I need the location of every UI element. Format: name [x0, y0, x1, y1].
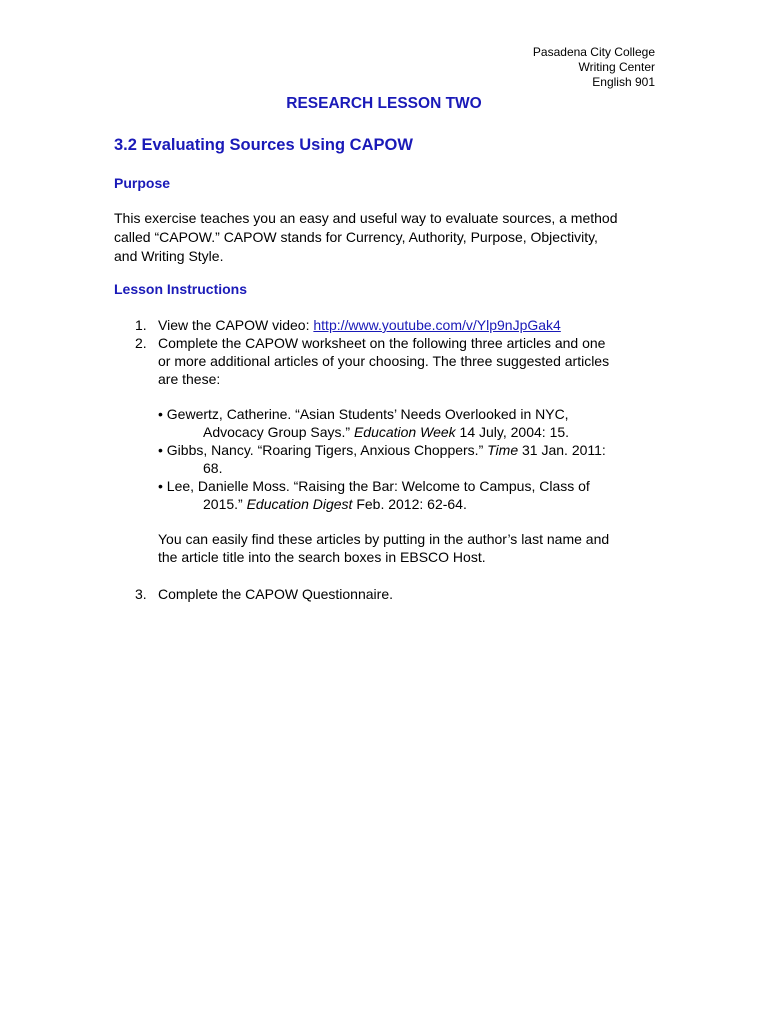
- citation-gibbs: [158, 441, 658, 477]
- purpose-paragraph: [114, 209, 659, 266]
- list-number: 3.: [135, 586, 147, 602]
- lesson-title: RESEARCH LESSON TWO: [286, 95, 482, 112]
- citation-line: [158, 441, 658, 459]
- note-line: the article title into the search boxes in EBSCO Host.: [158, 549, 486, 565]
- citation-text: • Gibbs, Nancy. “Roaring Tigers, Anxious Choppers.”: [158, 442, 488, 458]
- citation-line: [158, 423, 658, 441]
- worksheet-line: Complete the CAPOW worksheet on the following three articles and one: [158, 335, 606, 351]
- purpose-heading: Purpose: [114, 175, 171, 191]
- list-item-video: [158, 316, 658, 334]
- citation-text: Feb. 2012: 62-64.: [352, 496, 467, 512]
- purpose-line: called “CAPOW.” CAPOW stands for Currency, Authority, Purpose, Objectivity,: [114, 229, 598, 245]
- header-college: Pasadena City College: [532, 45, 655, 59]
- video-label: View the CAPOW video:: [158, 317, 314, 333]
- citation-lee: [158, 477, 658, 513]
- citation-source: Education Week: [353, 424, 456, 440]
- citation-text: 31 Jan. 2011:: [518, 442, 606, 458]
- citation-source: Education Digest: [246, 496, 353, 512]
- citation-gewertz: [158, 405, 658, 441]
- worksheet-line: are these:: [158, 371, 221, 387]
- institution-header: [533, 45, 655, 90]
- citation-line: • Gewertz, Catherine. “Asian Students’ Needs Overlooked in NYC,: [158, 406, 569, 422]
- citation-text: Advocacy Group Says.”: [203, 424, 354, 440]
- citation-line: [158, 495, 658, 513]
- note-line: You can easily find these articles by putting in the author’s last name and: [158, 531, 610, 547]
- header-course: English 901: [592, 75, 655, 89]
- section-heading: 3.2 Evaluating Sources Using CAPOW: [114, 136, 413, 154]
- list-item-questionnaire: Complete the CAPOW Questionnaire.: [158, 586, 393, 602]
- ebsco-note: [158, 530, 658, 566]
- citation-line: • Lee, Danielle Moss. “Raising the Bar: Welcome to Campus, Class of: [158, 478, 590, 494]
- list-number: 1.: [135, 317, 147, 333]
- list-number: 2.: [135, 335, 147, 351]
- citation-text: 14 July, 2004: 15.: [455, 424, 570, 440]
- video-link[interactable]: http://www.youtube.com/v/Ylp9nJpGak4: [313, 317, 561, 333]
- citation-source: Time: [487, 442, 519, 458]
- purpose-line: This exercise teaches you an easy and useful way to evaluate sources, a method: [114, 210, 618, 226]
- instructions-heading: Lesson Instructions: [114, 281, 248, 297]
- worksheet-line: or more additional articles of your choosing. The three suggested articles: [158, 353, 610, 369]
- header-center: Writing Center: [578, 60, 655, 74]
- citation-line: 68.: [203, 460, 223, 476]
- list-item-worksheet: [158, 334, 658, 388]
- citation-text: 2015.”: [203, 496, 247, 512]
- purpose-line: and Writing Style.: [114, 248, 224, 264]
